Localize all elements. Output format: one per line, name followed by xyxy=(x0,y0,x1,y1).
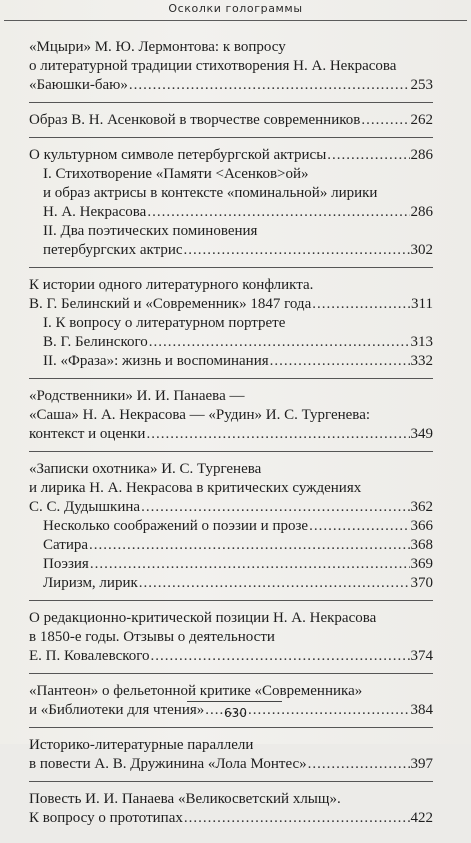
toc-entry xyxy=(29,790,433,835)
toc-line-with-page xyxy=(29,203,433,222)
toc-page-number: 313 xyxy=(410,334,433,350)
toc-line-with-page xyxy=(29,755,433,774)
toc-line-with-page xyxy=(29,333,433,352)
dot-leader xyxy=(327,146,409,165)
toc-line-text: К истории одного литературного конфликта. xyxy=(29,277,314,293)
running-head: Осколки голограммы xyxy=(168,2,303,15)
dot-leader xyxy=(149,333,410,352)
toc-line-text: контекст и оценки xyxy=(29,426,146,442)
dot-leader xyxy=(312,295,410,314)
toc-line-with-page xyxy=(29,555,433,574)
toc-line-text: О культурном символе петербургской актрисы xyxy=(29,147,327,163)
toc-line-text: Е. П. Ковалевского xyxy=(29,648,150,664)
toc-line-with-page xyxy=(29,146,433,165)
page-number: 630 xyxy=(224,706,247,720)
toc-entry xyxy=(29,276,433,379)
toc-page-number: 368 xyxy=(410,537,433,553)
toc-line-text: Н. А. Некрасова xyxy=(43,204,147,220)
toc-entry xyxy=(29,111,433,138)
toc-page-number: 362 xyxy=(410,499,433,515)
toc-line-text: О редакционно-критической позиции Н. А. Некрасова xyxy=(29,610,377,626)
toc-page-number: 311 xyxy=(411,296,433,312)
toc-entry xyxy=(29,460,433,601)
toc-line-text: Поэзия xyxy=(43,556,89,572)
toc-line-text: I. К вопросу о литературном портрете xyxy=(43,315,286,331)
dot-leader xyxy=(141,498,409,517)
toc-line-with-page xyxy=(29,352,433,371)
dot-leader xyxy=(361,111,409,130)
toc-page-number: 262 xyxy=(410,112,433,128)
dot-leader xyxy=(129,76,410,95)
toc-page-number: 349 xyxy=(410,426,433,442)
toc-line-with-page xyxy=(29,574,433,593)
toc-line-text: Образ В. Н. Асенковой в творчестве современников xyxy=(29,112,361,128)
toc-page-number: 302 xyxy=(410,242,433,258)
toc-page-number: 253 xyxy=(410,77,433,93)
toc-line-text: в повести А. В. Дружинина «Лола Монтес» xyxy=(29,756,307,772)
toc-line-with-page xyxy=(29,241,433,260)
toc-line-text: I. Стихотворение «Памяти <Асенков>ой» xyxy=(43,166,309,182)
toc-line-text: и «Библиотеки для чтения» xyxy=(29,702,205,718)
dot-leader xyxy=(89,536,409,555)
toc-line-with-page xyxy=(29,295,433,314)
toc-line-with-page xyxy=(29,425,433,444)
dot-leader xyxy=(308,755,410,774)
toc-line-with-page xyxy=(29,517,433,536)
toc-line-text: «Записки охотника» И. С. Тургенева xyxy=(29,461,262,477)
toc-line-text: К вопросу о прототипах xyxy=(29,810,183,826)
toc-entry xyxy=(29,38,433,103)
toc-line-text: «Пантеон» о фельетонной критике «Современника» xyxy=(29,683,363,699)
toc-entry xyxy=(29,609,433,674)
toc-page-number: 369 xyxy=(410,556,433,572)
toc-line-text: Несколько соображений о поэзии и прозе xyxy=(43,518,309,534)
dot-leader xyxy=(184,241,410,260)
toc-line-text: В. Г. Белинского xyxy=(43,334,148,350)
toc-line-with-page xyxy=(29,498,433,517)
toc-line-text: петербургских актрис xyxy=(43,242,183,258)
toc-entry xyxy=(29,146,433,268)
toc-page-number: 397 xyxy=(410,756,433,772)
toc-line-with-page xyxy=(29,111,433,130)
toc-entry xyxy=(29,387,433,452)
toc-line-text: в 1850-е годы. Отзывы о деятельности xyxy=(29,629,275,645)
dot-leader xyxy=(147,203,409,222)
toc-line-text: о литературной традиции стихотворения Н. А. Некрасова xyxy=(29,58,397,74)
toc-line-text: «Саша» Н. А. Некрасова — «Рудин» И. С. Тургенева: xyxy=(29,407,371,423)
toc-line-with-page xyxy=(29,76,433,95)
dot-leader xyxy=(90,555,410,574)
toc-page-number: 384 xyxy=(410,702,433,718)
toc-line-text: Историко-литературные параллели xyxy=(29,737,254,753)
dot-leader xyxy=(146,425,409,444)
dot-leader xyxy=(184,809,410,828)
toc-line-text: II. «Фраза»: жизнь и воспоминания xyxy=(43,353,269,369)
table-of-contents xyxy=(29,38,433,843)
toc-line-text: Сатира xyxy=(43,537,89,553)
header-rule xyxy=(4,20,467,21)
toc-page-number: 286 xyxy=(410,204,433,220)
toc-line-text: «Баюшки-баю» xyxy=(29,77,128,93)
toc-line-with-page xyxy=(29,809,433,828)
dot-leader xyxy=(139,574,410,593)
toc-line-text: Лиризм, лирик xyxy=(43,575,138,591)
toc-entry xyxy=(29,682,433,728)
toc-entry xyxy=(29,736,433,782)
toc-line-text: и образ актрисы в контексте «поминальной» лирики xyxy=(43,185,378,201)
toc-line-text: С. С. Дудышкина xyxy=(29,499,141,515)
toc-page-number: 374 xyxy=(410,648,433,664)
toc-line-text: «Родственники» И. И. Панаева — xyxy=(29,388,245,404)
toc-line-text: «Мцыри» М. Ю. Лермонтова: к вопросу xyxy=(29,39,286,55)
toc-page-number: 366 xyxy=(410,518,433,534)
dot-leader xyxy=(309,517,409,536)
dot-leader xyxy=(151,647,410,666)
dot-leader xyxy=(270,352,410,371)
toc-page-number: 332 xyxy=(410,353,433,369)
toc-line-text: В. Г. Белинский и «Современник» 1847 года xyxy=(29,296,312,312)
toc-line-text: Повесть И. И. Панаева «Великосветский хлыщ». xyxy=(29,791,341,807)
toc-line-with-page xyxy=(29,536,433,555)
folio-rule xyxy=(187,701,282,702)
toc-page-number: 370 xyxy=(410,575,433,591)
toc-page-number: 286 xyxy=(410,147,433,163)
toc-page-number: 422 xyxy=(410,810,433,826)
toc-line-text: и лирика Н. А. Некрасова в критических суждениях xyxy=(29,480,362,496)
toc-line-text: II. Два поэтических поминовения xyxy=(43,223,258,239)
toc-line-with-page xyxy=(29,647,433,666)
